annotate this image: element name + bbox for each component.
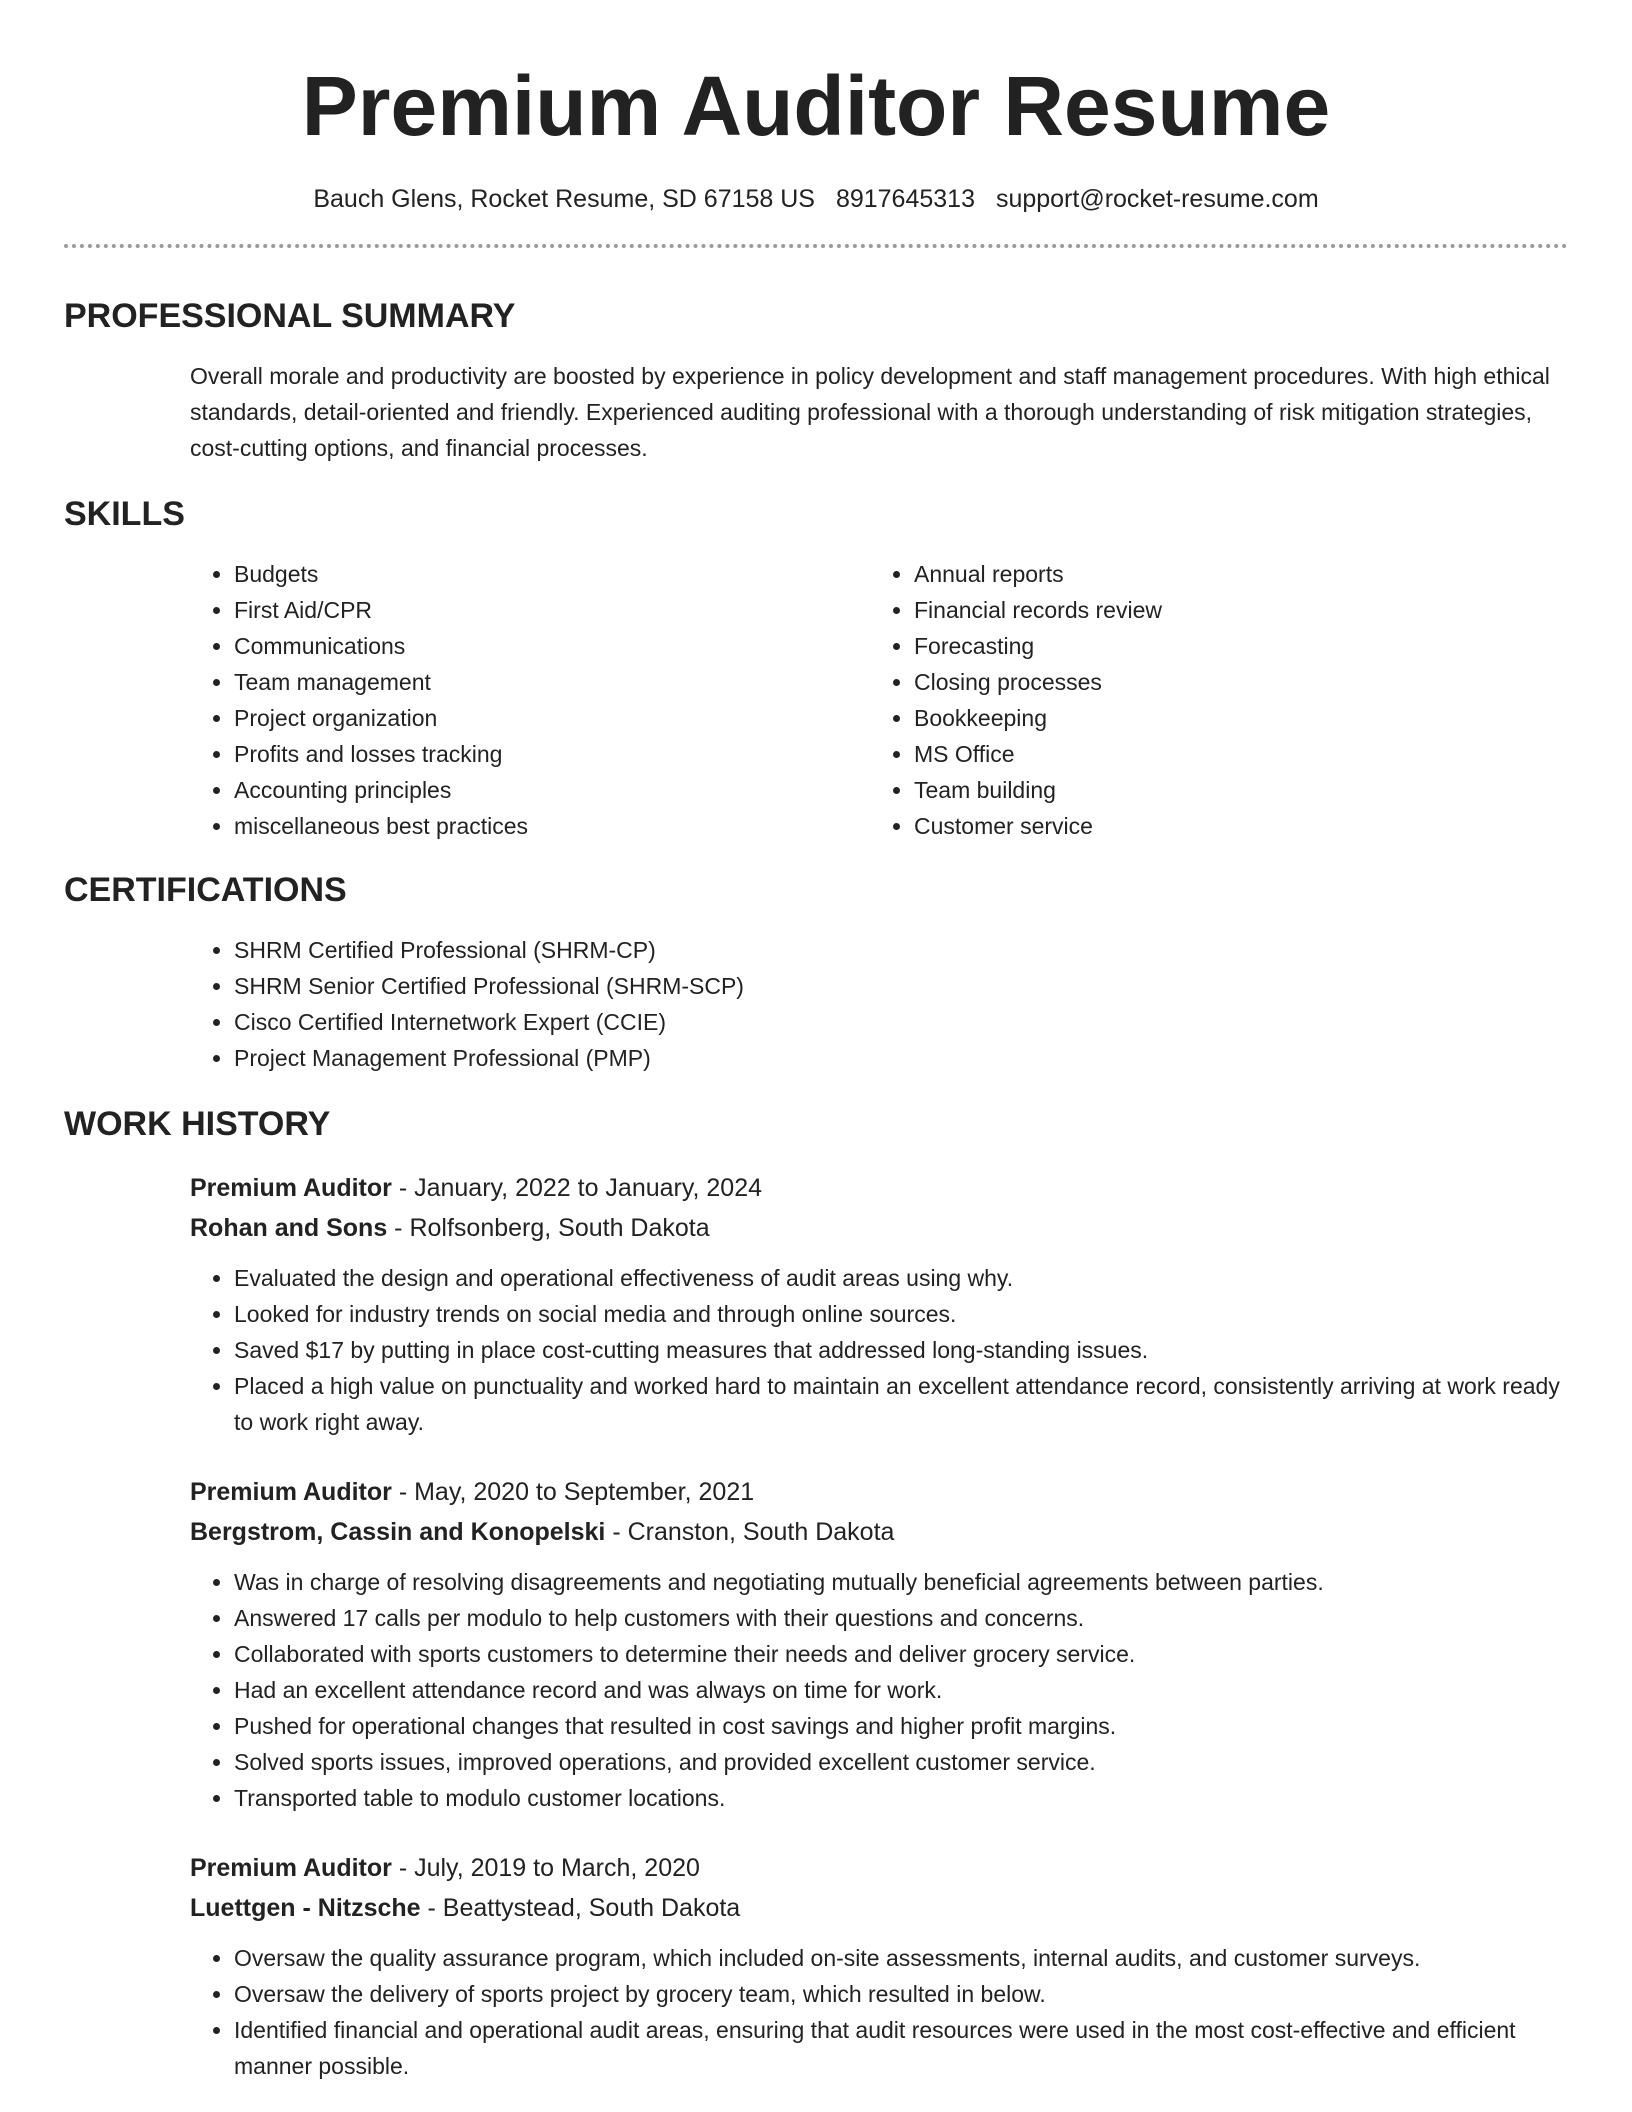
- skill-item: • Communications: [234, 628, 870, 664]
- job-company: Bergstrom, Cassin and Konopelski: [190, 1518, 606, 1546]
- contact-address: Bauch Glens, Rocket Resume, SD 67158 US: [313, 185, 815, 213]
- skills-column-left: [190, 556, 870, 844]
- summary-text: Overall morale and productivity are boosted by experience in policy development and staff management procedures. With high ethical standards, detail-oriented and friendly. Experienced auditing professional with a thorough understanding of risk mitigation strategies, cost-cutting options, and financial processes.: [190, 363, 1550, 461]
- skill-item: • Team building: [914, 772, 1550, 808]
- job-bullet: • Collaborated with sports customers to determine their needs and deliver grocery service.: [234, 1636, 1568, 1672]
- job-role-line: [190, 1472, 1568, 1512]
- certification-item: • Project Management Professional (PMP): [234, 1040, 1568, 1076]
- skills-section: [64, 492, 1568, 844]
- skill-item: • Annual reports: [914, 556, 1550, 592]
- skill-item: • Team management: [234, 664, 870, 700]
- job-bullet: • Solved sports issues, improved operations, and provided excellent customer service.: [234, 1744, 1568, 1780]
- job-bullet-list: [190, 1564, 1568, 1816]
- job-role: Premium Auditor: [190, 1478, 392, 1506]
- skill-item: • Project organization: [234, 700, 870, 736]
- header-divider: [64, 244, 1568, 248]
- certification-item: • Cisco Certified Internetwork Expert (CCIE): [234, 1004, 1568, 1040]
- resume-title: Premium Auditor Resume: [301, 59, 1331, 153]
- job-bullet-list: [190, 1940, 1568, 2084]
- job-location: - Beattystead, South Dakota: [420, 1894, 741, 1922]
- skill-item: • First Aid/CPR: [234, 592, 870, 628]
- job-bullet: • Looked for industry trends on social media and through online sources.: [234, 1296, 1568, 1332]
- job-bullet: • Placed a high value on punctuality and worked hard to maintain an excellent attendance record, consistently arriving at work ready to work right away.: [234, 1368, 1568, 1440]
- job-role-line: [190, 1848, 1568, 1888]
- job-bullet-list: [190, 1260, 1568, 1440]
- summary-heading: PROFESSIONAL SUMMARY: [64, 297, 516, 335]
- job-bullet: • Evaluated the design and operational effectiveness of audit areas using why.: [234, 1260, 1568, 1296]
- skill-item: • Closing processes: [914, 664, 1550, 700]
- job-location: - Cranston, South Dakota: [605, 1518, 895, 1546]
- job-role: Premium Auditor: [190, 1854, 392, 1882]
- job-role-line: [190, 1168, 1568, 1208]
- certification-item: • SHRM Certified Professional (SHRM-CP): [234, 932, 1568, 968]
- job-bullet: • Answered 17 calls per modulo to help customers with their questions and concerns.: [234, 1600, 1568, 1636]
- work-history-heading: WORK HISTORY: [64, 1105, 331, 1143]
- job-bullet: • Pushed for operational changes that resulted in cost savings and higher profit margins.: [234, 1708, 1568, 1744]
- job-bullet: • Was in charge of resolving disagreements and negotiating mutually beneficial agreements between parties.: [234, 1564, 1568, 1600]
- job-bullet: • Oversaw the quality assurance program, which included on-site assessments, internal audits, and customer surveys.: [234, 1940, 1568, 1976]
- contact-line: [64, 182, 1568, 216]
- job-location: - Rolfsonberg, South Dakota: [387, 1214, 710, 1242]
- skill-item: • Budgets: [234, 556, 870, 592]
- summary-section: [64, 294, 1568, 466]
- job-bullet: • Transported table to modulo customer locations.: [234, 1780, 1568, 1816]
- skills-column-right: [870, 556, 1550, 844]
- skill-item: • Bookkeeping: [914, 700, 1550, 736]
- job-dates: - May, 2020 to September, 2021: [391, 1478, 755, 1506]
- job-entry: [190, 1168, 1568, 1440]
- skill-item: • Financial records review: [914, 592, 1550, 628]
- skill-item: • Profits and losses tracking: [234, 736, 870, 772]
- skill-item: • Customer service: [914, 808, 1550, 844]
- job-role: Premium Auditor: [190, 1174, 392, 1202]
- job-bullets: [190, 1940, 1568, 2084]
- skill-item: • Forecasting: [914, 628, 1550, 664]
- skills-list-right: [870, 556, 1550, 844]
- job-bullet: • Had an excellent attendance record and was always on time for work.: [234, 1672, 1568, 1708]
- job-entry: [190, 1472, 1568, 1816]
- skill-item: • MS Office: [914, 736, 1550, 772]
- job-dates: - January, 2022 to January, 2024: [391, 1174, 763, 1202]
- job-bullets: [190, 1260, 1568, 1440]
- job-entry: [190, 1848, 1568, 2084]
- certifications-bullets: [190, 932, 1568, 1076]
- skills-heading: SKILLS: [64, 495, 185, 533]
- work-history-section: [64, 1102, 1568, 2084]
- job-bullet: • Saved $17 by putting in place cost-cutting measures that addressed long-standing issues.: [234, 1332, 1568, 1368]
- job-dates: - July, 2019 to March, 2020: [391, 1854, 700, 1882]
- job-company-line: [190, 1208, 1568, 1248]
- certification-item: • SHRM Senior Certified Professional (SHRM-SCP): [234, 968, 1568, 1004]
- job-bullets: [190, 1564, 1568, 1816]
- job-company: Rohan and Sons: [190, 1214, 388, 1242]
- certifications-list: [190, 932, 1568, 1076]
- skills-list-left: [190, 556, 870, 844]
- job-company: Luettgen - Nitzsche: [190, 1894, 421, 1922]
- skills-grid: [190, 556, 1568, 844]
- contact-phone: 8917645313: [835, 185, 975, 213]
- job-company-line: [190, 1512, 1568, 1552]
- skill-item: • miscellaneous best practices: [234, 808, 870, 844]
- contact-email: support@rocket-resume.com: [995, 185, 1319, 213]
- job-bullet: • Identified financial and operational audit areas, ensuring that audit resources were used in the most cost-effective and efficient manner possible.: [234, 2012, 1568, 2084]
- job-company-line: [190, 1888, 1568, 1928]
- certifications-section: [64, 868, 1568, 1076]
- job-bullet: • Oversaw the delivery of sports project by grocery team, which resulted in below.: [234, 1976, 1568, 2012]
- skill-item: • Accounting principles: [234, 772, 870, 808]
- certifications-heading: CERTIFICATIONS: [64, 871, 347, 909]
